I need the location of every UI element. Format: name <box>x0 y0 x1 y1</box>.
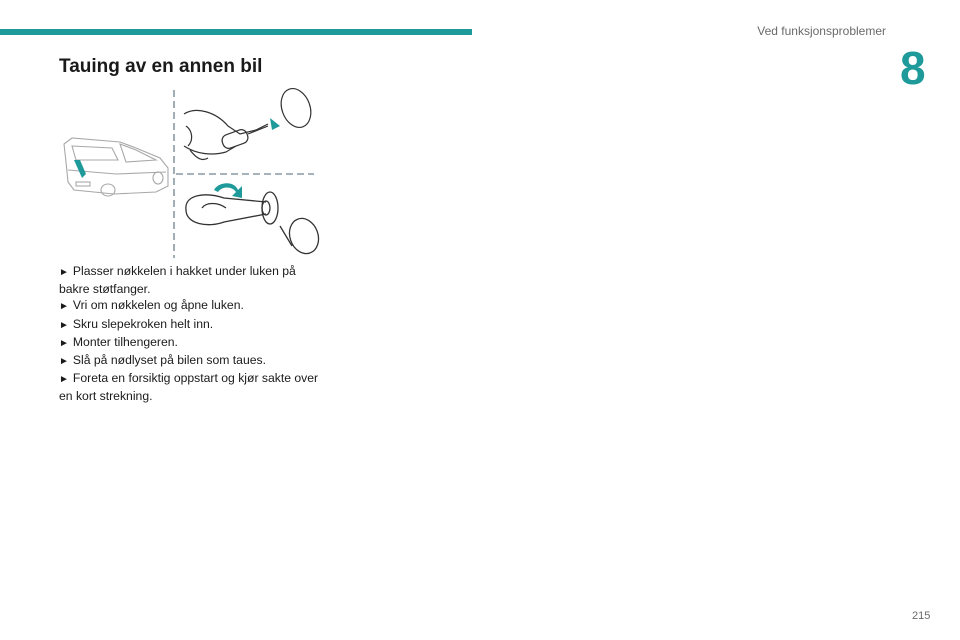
arrow-marker-icon: ► <box>59 301 69 313</box>
instruction-step: ► Skru slepekroken helt inn. <box>59 316 214 331</box>
arrow-marker-icon: ► <box>59 356 69 368</box>
header-accent-bar <box>0 29 472 35</box>
chapter-number: 8 <box>900 42 926 94</box>
key-insert-icon <box>184 86 316 160</box>
instruction-step: ► Slå på nødlyset på bilen som taues. <box>59 353 266 368</box>
instruction-list <box>59 263 329 405</box>
down-arrow-icon <box>74 160 86 178</box>
arrow-marker-icon: ► <box>59 337 69 349</box>
arrow-marker-icon: ► <box>59 267 69 278</box>
instruction-step: ► Monter tilhengeren. <box>59 334 178 349</box>
page-heading: Tauing av en annen bil <box>59 56 263 77</box>
section-title: Ved funksjonsproblemer <box>757 24 886 38</box>
towing-illustration <box>56 86 328 260</box>
page-number: 215 <box>912 610 931 622</box>
arrow-marker-icon: ► <box>59 374 69 386</box>
instruction-step: ► Vri om nøkkelen og åpne luken. <box>59 298 244 313</box>
arrow-marker-icon: ► <box>59 319 69 331</box>
tow-hook-icon <box>186 192 323 258</box>
instruction-step: ► Foreta en forsiktig oppstart og kjør sakte over en kort strekning. <box>59 371 319 404</box>
insert-arrow-icon <box>270 118 280 130</box>
instruction-step: ► Plasser nøkkelen i hakket under luken på bakre støtfanger. <box>59 264 296 297</box>
